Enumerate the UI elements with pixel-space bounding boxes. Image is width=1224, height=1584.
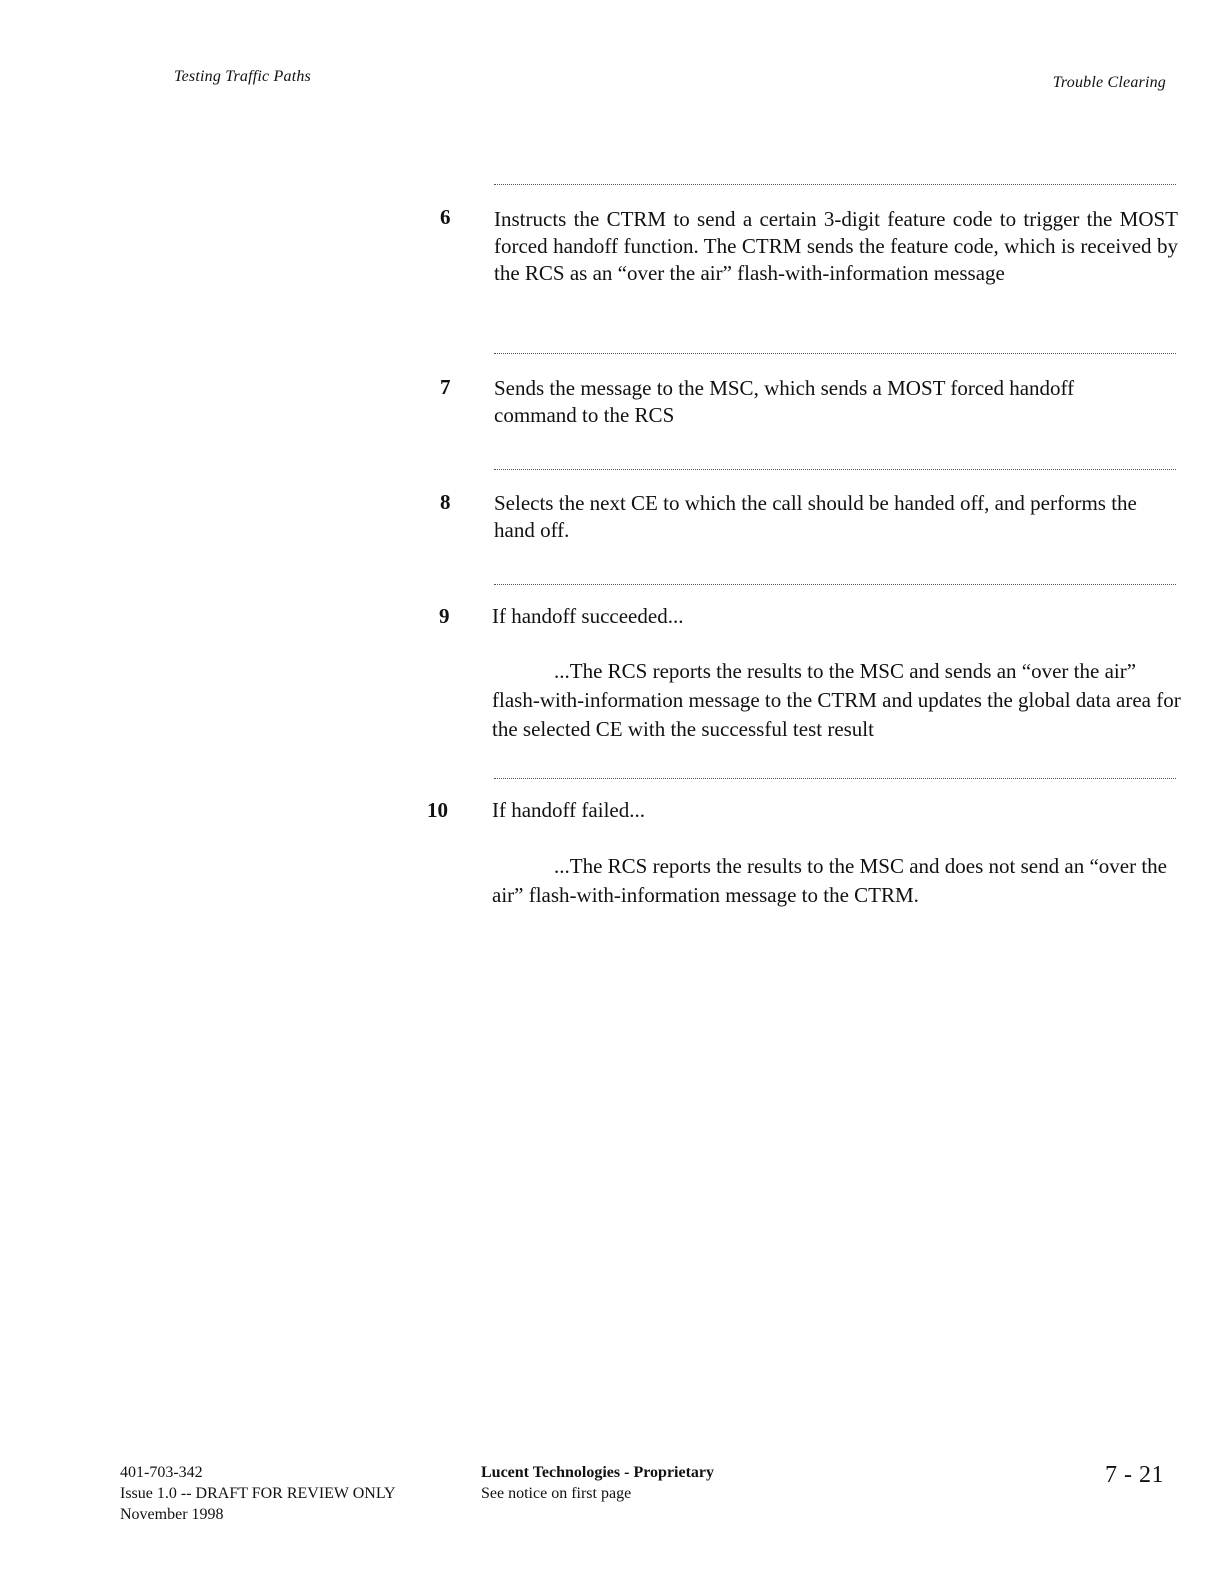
step-number: 9 (439, 604, 450, 628)
running-header-section: Testing Traffic Paths (174, 68, 311, 85)
footer-date: November 1998 (120, 1506, 224, 1523)
footer-proprietary: Lucent Technologies - Proprietary (481, 1464, 715, 1481)
step-text: If handoff failed... (492, 798, 645, 822)
footer-doc-number: 401-703-342 (120, 1464, 203, 1481)
running-header-chapter: Trouble Clearing (1052, 74, 1166, 91)
page-number: 7 - 21 (1105, 1462, 1164, 1488)
step-detail: ...The RCS reports the results to the MSC and sends an “over the air” flash-with-information message to the CTRM and updates the global data area for the selected CE with the successful test result (492, 659, 1181, 741)
step-text: If handoff succeeded... (492, 604, 684, 628)
step-number: 6 (440, 205, 451, 229)
step-text: Instructs the CTRM to send a certain 3-digit feature code to trigger the MOST forced handoff function. The CTRM sends the feature code, which is received by the RCS as an “over the air” flash-with-information message (494, 207, 1178, 285)
step-number: 7 (440, 375, 451, 399)
step-divider (494, 584, 1176, 585)
step-number: 8 (440, 490, 451, 514)
footer-issue: Issue 1.0 -- DRAFT FOR REVIEW ONLY (120, 1485, 396, 1502)
footer-notice: See notice on first page (481, 1485, 632, 1502)
step-detail: ...The RCS reports the results to the MSC and does not send an “over the air” flash-with-information message to the CTRM. (492, 854, 1167, 907)
step-divider (494, 184, 1176, 185)
footer-document-info (120, 1462, 396, 1525)
step-divider (494, 778, 1176, 779)
step-divider (494, 353, 1176, 354)
footer-proprietary-notice (481, 1462, 714, 1504)
step-text: Sends the message to the MSC, which sends a MOST forced handoff command to the RCS (494, 376, 1075, 427)
step-text: Selects the next CE to which the call should be handed off, and performs the hand off. (494, 491, 1137, 542)
step-number: 10 (427, 798, 448, 822)
step-divider (494, 469, 1176, 470)
